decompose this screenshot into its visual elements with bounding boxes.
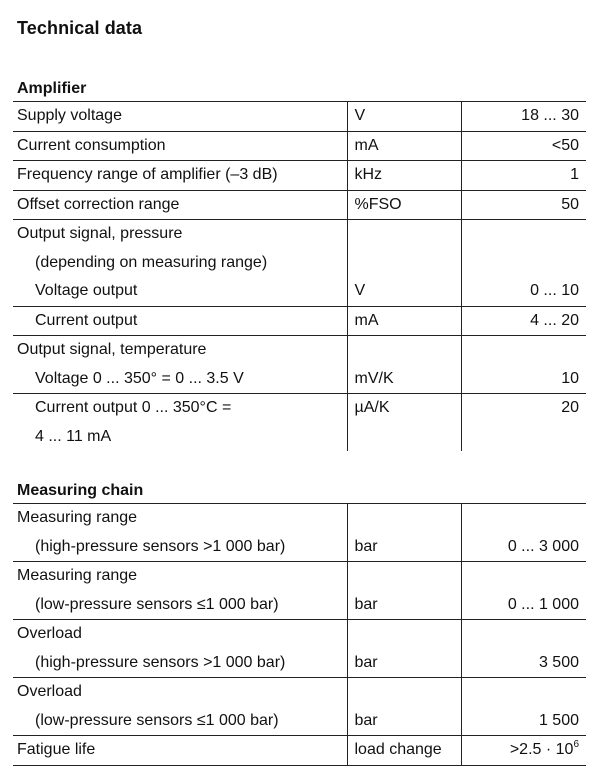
unit-cell: %FSO — [347, 190, 461, 220]
table-row — [13, 736, 586, 766]
table-row — [13, 365, 586, 394]
unit-cell: µA/K — [347, 394, 461, 423]
value-cell — [461, 678, 586, 707]
unit-cell: mV/K — [347, 365, 461, 394]
parameter-cell: (low-pressure sensors ≤1 000 bar) — [13, 707, 347, 736]
value-cell — [461, 220, 586, 249]
table-row — [13, 591, 586, 620]
value-cell: 4 ... 20 — [461, 306, 586, 336]
unit-cell: bar — [347, 591, 461, 620]
value-cell — [461, 562, 586, 591]
parameter-cell: (depending on measuring range) — [35, 253, 268, 271]
table-row — [13, 707, 586, 736]
parameter-cell: Output signal, temperature — [17, 341, 207, 358]
value-cell — [461, 620, 586, 649]
value-cell: 0 ... 1 000 — [461, 591, 586, 620]
table-row — [13, 131, 586, 161]
amplifier-table — [13, 102, 586, 451]
table-row — [13, 678, 586, 707]
table-row — [13, 102, 586, 131]
parameter-cell: Current output 0 ... 350°C = — [35, 399, 232, 416]
unit-cell — [347, 423, 461, 452]
value-exponent: 6 — [573, 739, 579, 750]
table-row — [13, 220, 586, 249]
table-row — [13, 562, 586, 591]
table-row — [13, 306, 586, 336]
parameter-cell: Voltage output — [13, 277, 347, 306]
unit-cell: V — [347, 102, 461, 131]
unit-cell: load change — [347, 736, 461, 766]
unit-cell: mA — [347, 131, 461, 161]
parameter-cell: Overload — [17, 625, 82, 642]
value-cell: 20 — [561, 399, 579, 416]
table-row — [13, 277, 586, 306]
parameter-cell: Output signal, pressure — [17, 225, 183, 242]
unit-cell — [347, 620, 461, 649]
unit-cell: V — [347, 277, 461, 306]
parameter-cell: Current output — [13, 306, 347, 336]
parameter-cell: (high-pressure sensors >1 000 bar) — [13, 533, 347, 562]
amplifier-section — [13, 77, 586, 451]
value-cell: <50 — [461, 131, 586, 161]
parameter-cell: Voltage 0 ... 350° = 0 ... 3.5 V — [13, 365, 347, 394]
table-row — [13, 533, 586, 562]
table-row — [13, 161, 586, 191]
unit-cell: bar — [347, 533, 461, 562]
parameter-cell: Current consumption — [13, 131, 347, 161]
parameter-cell: Supply voltage — [13, 102, 347, 131]
value-cell: 3 500 — [461, 649, 586, 678]
value-cell: 1 500 — [461, 707, 586, 736]
table-row — [13, 394, 586, 423]
value-cell — [461, 336, 586, 365]
unit-cell: kHz — [347, 161, 461, 191]
table-row — [13, 336, 586, 365]
section-heading: Amplifier — [13, 77, 586, 102]
parameter-cell: Measuring range — [17, 567, 138, 584]
value-cell — [461, 249, 586, 278]
unit-cell — [347, 504, 461, 533]
value-cell: 50 — [461, 190, 586, 220]
value-base: >2.5 · 10 — [509, 741, 574, 758]
table-row — [13, 504, 586, 533]
unit-cell — [347, 678, 461, 707]
value-cell — [461, 423, 586, 452]
unit-cell: bar — [347, 649, 461, 678]
unit-cell — [347, 220, 461, 249]
value-cell — [461, 736, 586, 766]
parameter-cell: Overload — [17, 683, 82, 700]
value-cell: 1 — [461, 161, 586, 191]
measuring-chain-table — [13, 504, 586, 766]
table-row — [13, 620, 586, 649]
parameter-cell: Offset correction range — [13, 190, 347, 220]
parameter-cell: Fatigue life — [13, 736, 347, 766]
unit-cell — [347, 249, 461, 278]
table-row — [13, 249, 586, 278]
parameter-cell: 4 ... 11 mA — [35, 427, 112, 445]
table-row — [13, 649, 586, 678]
measuring-chain-section — [13, 479, 586, 766]
table-row — [13, 423, 586, 452]
parameter-cell: (high-pressure sensors >1 000 bar) — [13, 649, 347, 678]
parameter-cell: (low-pressure sensors ≤1 000 bar) — [13, 591, 347, 620]
value-cell: 0 ... 10 — [461, 277, 586, 306]
value-cell — [461, 504, 586, 533]
parameter-cell: Measuring range — [17, 509, 138, 526]
section-heading: Measuring chain — [13, 479, 586, 504]
page-title: Technical data — [17, 18, 143, 38]
unit-cell: mA — [347, 306, 461, 336]
unit-cell — [347, 562, 461, 591]
parameter-cell: Frequency range of amplifier (–3 dB) — [13, 161, 347, 191]
value-cell: 10 — [461, 365, 586, 394]
table-row — [13, 190, 586, 220]
value-cell: 0 ... 3 000 — [461, 533, 586, 562]
unit-cell: bar — [347, 707, 461, 736]
unit-cell — [347, 336, 461, 365]
value-cell: 18 ... 30 — [461, 102, 586, 131]
